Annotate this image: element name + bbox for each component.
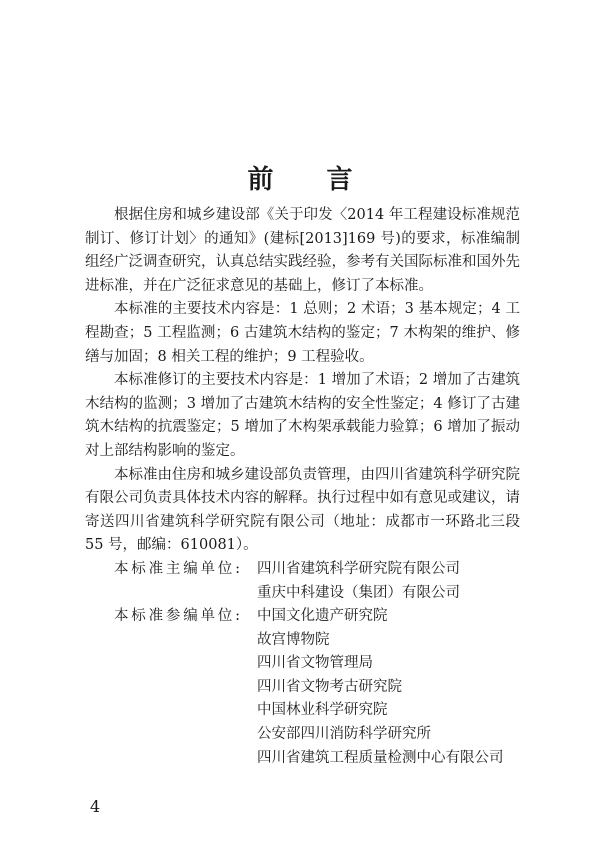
chief-editor-units [85, 558, 520, 605]
co-editor-units [85, 605, 520, 770]
co-editor-unit: 中国文化遗产研究院 [257, 608, 388, 625]
co-editor-label: 本标准参编单位: [114, 608, 243, 625]
chief-editor-unit: 重庆中科建设（集团）有限公司 [257, 584, 460, 601]
co-editor-unit: 四川省建筑工程质量检测中心有限公司 [257, 749, 504, 766]
co-editor-unit: 中国林业科学研究院 [257, 702, 388, 719]
paragraph-main-content: 本标准的主要技术内容是：1 总则；2 术语；3 基本规定；4 工程勘查；5 工程监测；6 古建筑木结构的鉴定；7 木构架的维护、修缮与加固；8 相关工程的维护；9 工程验收。 [85, 301, 520, 365]
chief-editor-label: 本标准主编单位: [114, 560, 243, 577]
preface-body [85, 204, 520, 770]
paragraph-basis: 根据住房和城乡建设部《关于印发〈2014 年工程建设标准规范制订、修订计划〉的通知》(建标[2013]169 号)的要求，标准编制组经广泛调查研究，认真总结实践经验，参考有关国际标准和国外先进标准，并在广泛征求意见的基础上，修订了本标准。 [85, 207, 520, 294]
co-editor-list [257, 605, 520, 770]
co-editor-unit: 公安部四川消防科学研究所 [257, 726, 431, 743]
paragraph-management: 本标准由住房和城乡建设部负责管理，由四川省建筑科学研究院有限公司负责具体技术内容的解释。执行过程中如有意见或建议，请寄送四川省建筑科学研究院有限公司（地址：成都市一环路北三段 55 号，邮编：610081）。 [85, 466, 520, 554]
page-title: 前 言 [247, 165, 375, 196]
co-editor-unit: 四川省文物考古研究院 [257, 678, 402, 695]
editor-units [85, 558, 520, 770]
chief-editor-unit: 四川省建筑科学研究院有限公司 [257, 560, 460, 577]
paragraph-revision-content: 本标准修订的主要技术内容是：1 增加了术语；2 增加了古建筑木结构的监测；3 增加了古建筑木结构的安全性鉴定；4 修订了古建筑木结构的抗震鉴定；5 增加了木构架承载能力验算；6 增加了振动对上部结构影响的鉴定。 [85, 372, 520, 459]
co-editor-unit: 四川省文物管理局 [257, 655, 373, 672]
co-editor-unit: 故宫博物院 [257, 631, 330, 648]
page-number: 4 [90, 797, 101, 816]
chief-editor-list [257, 558, 520, 605]
